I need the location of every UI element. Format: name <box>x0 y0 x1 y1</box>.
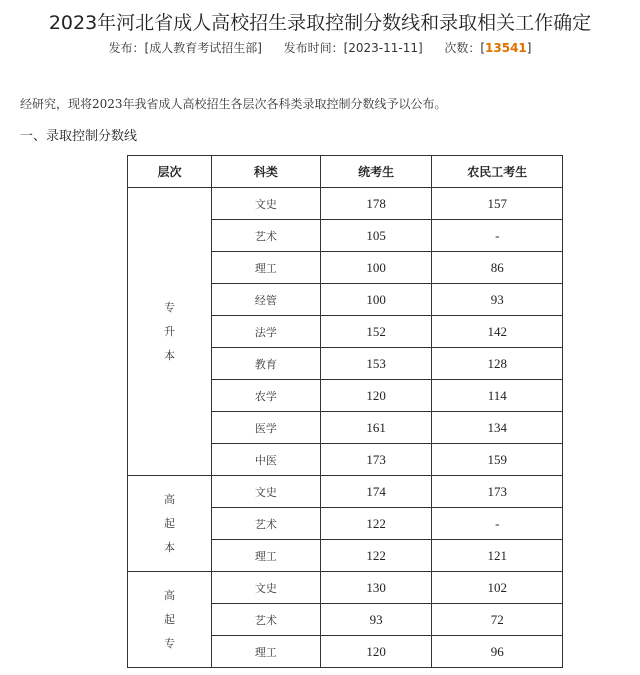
subject-cell: 文史 <box>212 476 321 508</box>
table-body <box>128 188 563 668</box>
migrant-score-cell: 173 <box>432 476 563 508</box>
subject-cell: 理工 <box>212 252 321 284</box>
migrant-score-cell: 121 <box>432 540 563 572</box>
subject-cell: 理工 <box>212 636 321 668</box>
level-cell <box>128 476 212 572</box>
migrant-score-cell: 157 <box>432 188 563 220</box>
subject-cell: 艺术 <box>212 220 321 252</box>
level-cell <box>128 188 212 476</box>
level-cell <box>128 572 212 668</box>
table-row <box>128 188 563 220</box>
table-row <box>128 572 563 604</box>
migrant-score-cell: 142 <box>432 316 563 348</box>
view-count-label <box>444 41 531 55</box>
unified-score-cell: 120 <box>320 636 432 668</box>
view-count-suffix: ] <box>526 41 532 55</box>
header-migrant: 农民工考生 <box>432 156 563 188</box>
section-heading: 一、录取控制分数线 <box>20 129 138 144</box>
unified-score-cell: 122 <box>320 540 432 572</box>
page-title: 2023年河北省成人高校招生录取控制分数线和录取相关工作确定 <box>48 12 592 34</box>
subject-cell: 农学 <box>212 380 321 412</box>
level-label: 高 起 本 <box>164 492 176 554</box>
header-unified: 统考生 <box>320 156 432 188</box>
subject-cell: 理工 <box>212 540 321 572</box>
migrant-score-cell: 134 <box>432 412 563 444</box>
view-count-prefix: 次数：[ <box>444 41 486 55</box>
migrant-score-cell: 96 <box>432 636 563 668</box>
subject-cell: 经管 <box>212 284 321 316</box>
subject-cell: 文史 <box>212 188 321 220</box>
publisher-label: 发布：[成人教育考试招生部] <box>108 41 262 55</box>
unified-score-cell: 105 <box>320 220 432 252</box>
subject-cell: 中医 <box>212 444 321 476</box>
unified-score-cell: 122 <box>320 508 432 540</box>
subject-cell: 医学 <box>212 412 321 444</box>
subject-cell: 艺术 <box>212 508 321 540</box>
table-header-row <box>128 156 563 188</box>
level-label: 专 升 本 <box>164 300 176 362</box>
migrant-score-cell: - <box>432 220 563 252</box>
table-row <box>128 476 563 508</box>
unified-score-cell: 100 <box>320 284 432 316</box>
migrant-score-cell: 86 <box>432 252 563 284</box>
publish-date-label: 发布时间：[2023-11-11] <box>283 41 423 55</box>
header-level: 层次 <box>128 156 212 188</box>
article-meta <box>0 39 640 56</box>
migrant-score-cell: - <box>432 508 563 540</box>
level-label: 高 起 专 <box>164 588 176 650</box>
unified-score-cell: 93 <box>320 604 432 636</box>
unified-score-cell: 173 <box>320 444 432 476</box>
migrant-score-cell: 159 <box>432 444 563 476</box>
subject-cell: 文史 <box>212 572 321 604</box>
subject-cell: 教育 <box>212 348 321 380</box>
unified-score-cell: 178 <box>320 188 432 220</box>
intro-paragraph: 经研究，现将2023年我省成人高校招生各层次各科类录取控制分数线予以公布。 <box>20 97 447 111</box>
view-count-value: 13541 <box>485 41 527 55</box>
unified-score-cell: 161 <box>320 412 432 444</box>
migrant-score-cell: 128 <box>432 348 563 380</box>
unified-score-cell: 130 <box>320 572 432 604</box>
migrant-score-cell: 102 <box>432 572 563 604</box>
subject-cell: 艺术 <box>212 604 321 636</box>
score-table <box>127 155 563 668</box>
subject-cell: 法学 <box>212 316 321 348</box>
migrant-score-cell: 93 <box>432 284 563 316</box>
header-subject: 科类 <box>212 156 321 188</box>
unified-score-cell: 152 <box>320 316 432 348</box>
unified-score-cell: 174 <box>320 476 432 508</box>
unified-score-cell: 120 <box>320 380 432 412</box>
migrant-score-cell: 72 <box>432 604 563 636</box>
unified-score-cell: 100 <box>320 252 432 284</box>
unified-score-cell: 153 <box>320 348 432 380</box>
migrant-score-cell: 114 <box>432 380 563 412</box>
